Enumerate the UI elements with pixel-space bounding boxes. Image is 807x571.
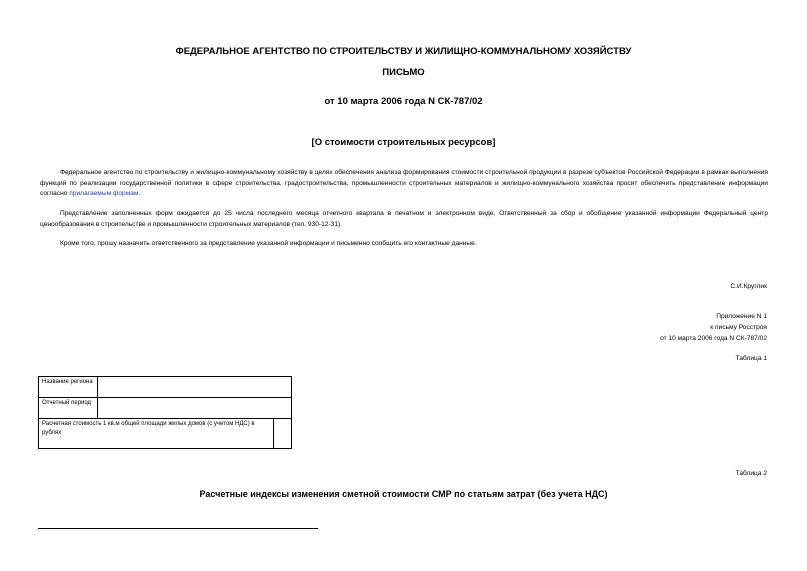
appendix-line-2: к письму Росстроя xyxy=(710,324,767,331)
agency-heading: ФЕДЕРАЛЬНОЕ АГЕНТСТВО ПО СТРОИТЕЛЬСТВУ И ЖИЛИЩНО-КОММУНАЛЬНОМУ ХОЗЯЙСТВУ xyxy=(175,46,632,57)
footnote-divider xyxy=(38,528,318,529)
date-line: от 10 марта 2006 года N СК-787/02 xyxy=(324,96,483,107)
region-table xyxy=(38,376,292,449)
paragraph-3: Кроме того, прошу назначить ответственного за представление указанной информации и письменно сообщить его контактные данные. xyxy=(60,240,477,247)
table-row xyxy=(39,377,292,398)
table-cell-label: Расчетная стоимость 1 кв.м общей площади жилых домов (с учетом НДС) в рублях xyxy=(39,419,274,449)
table-row xyxy=(39,419,292,449)
table-row xyxy=(39,398,292,419)
table-cell-value xyxy=(98,377,292,398)
subject-heading: [О стоимости строительных ресурсов] xyxy=(311,137,496,148)
attached-forms-link[interactable]: прилагаемым формам xyxy=(69,190,139,198)
doc-type-heading: ПИСЬМО xyxy=(382,67,425,78)
paragraph-1-end: . xyxy=(138,190,141,198)
appendix-block xyxy=(660,311,767,344)
table-cell-value xyxy=(98,398,292,419)
table-cell-value xyxy=(274,419,292,449)
table-2-label: Таблица 2 xyxy=(735,470,767,477)
table-cell-label: Отчетный период xyxy=(39,398,98,419)
paragraph-1-text: Федеральное агентство по строительству и жилищно-коммунальному хозяйству в целях обеспечения анализа формирования стоимости строительной продукции в разрезе субъектов Российской Федерации в рамках выполнения функций по реализации государственной политики в сфере строительства, градостроительства, промышленности строительных материалов и жилищно-коммунального хозяйства просит обеспечить представление информации согласно xyxy=(40,169,768,198)
table-cell-label: Название региона xyxy=(39,377,98,398)
appendix-line-3: от 10 марта 2006 года N СК-787/02 xyxy=(660,335,767,342)
appendix-line-1: Приложение N 1 xyxy=(716,313,767,320)
table-1-label: Таблица 1 xyxy=(735,355,767,362)
signature: С.И.Круглик xyxy=(730,283,767,290)
paragraph-2: Представление заполненных форм ожидается до 25 числа последнего месяца отчетного квартала в печатном и электронном виде. Ответственный за сбор и обобщение указанной информации Федеральный центр ценообразования в строительстве и промышленности строительных материалов (тел. 930-12-31). xyxy=(40,210,768,228)
paragraph-1 xyxy=(40,168,768,200)
table-2-title: Расчетные индексы изменения сметной стоимости СМР по статьям затрат (без учета НДС) xyxy=(199,489,608,499)
